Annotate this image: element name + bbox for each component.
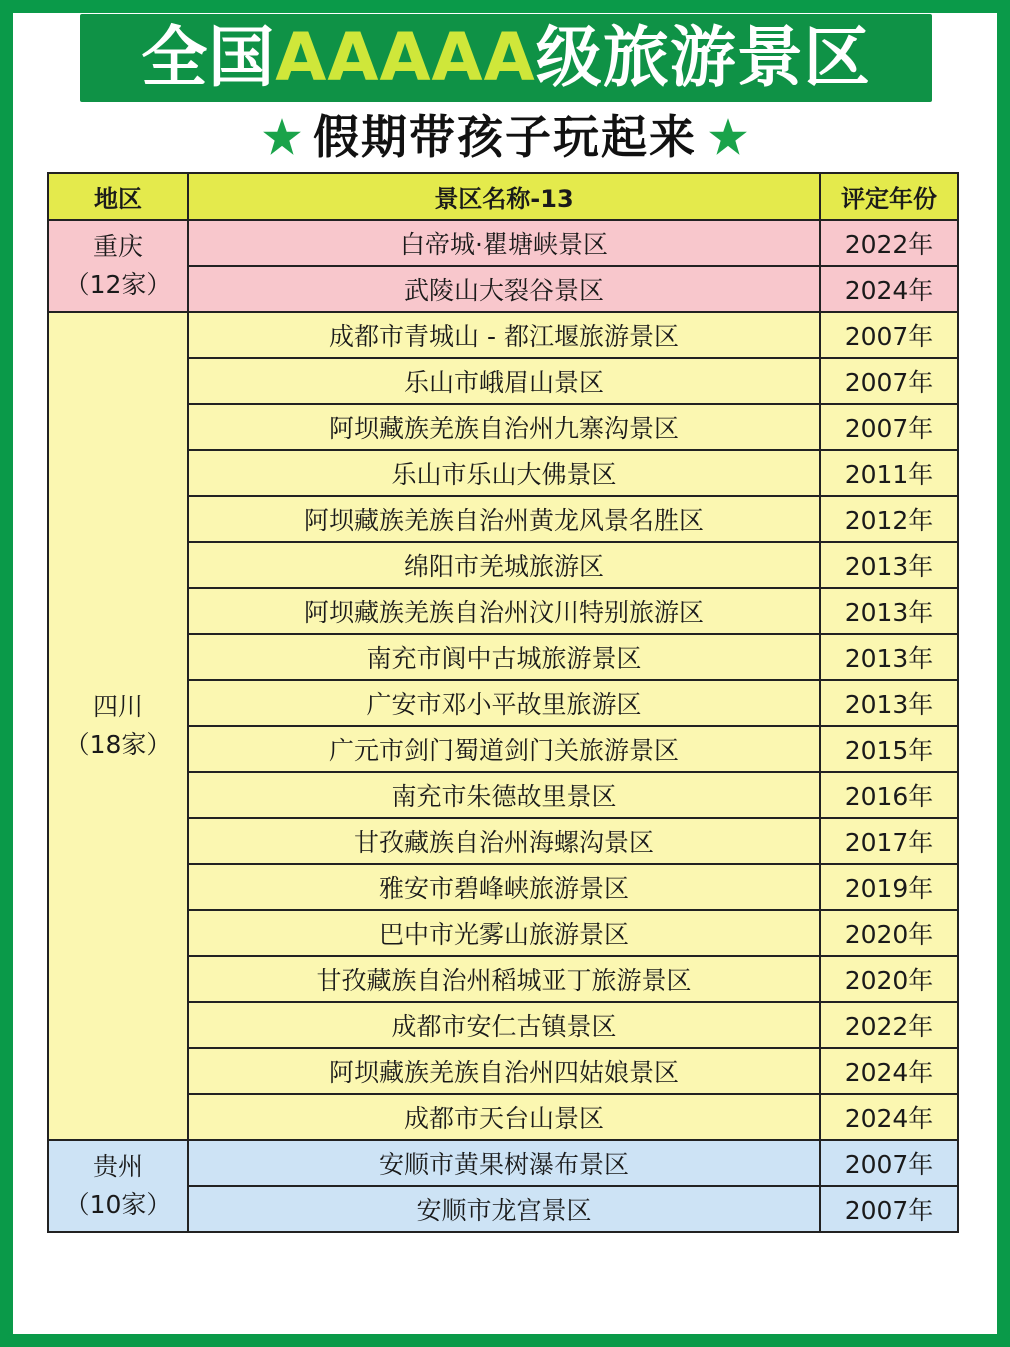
rating-year-cell: 2007年 — [820, 1186, 958, 1232]
scenic-name-cell: 巴中市光雾山旅游景区 — [188, 910, 820, 956]
scenic-name-cell: 南充市阆中古城旅游景区 — [188, 634, 820, 680]
scenic-name-cell: 甘孜藏族自治州海螺沟景区 — [188, 818, 820, 864]
table-header-row — [48, 173, 958, 220]
rating-year-cell: 2020年 — [820, 956, 958, 1002]
scenic-area-table — [47, 172, 959, 1233]
table-row — [48, 1140, 958, 1186]
scenic-name-cell: 白帝城·瞿塘峡景区 — [188, 220, 820, 266]
rating-year-cell: 2007年 — [820, 312, 958, 358]
region-name: 四川 — [92, 692, 143, 721]
region-cell — [48, 220, 188, 312]
scenic-name-cell: 阿坝藏族羌族自治州汶川特别旅游区 — [188, 588, 820, 634]
scenic-name-cell: 阿坝藏族羌族自治州九寨沟景区 — [188, 404, 820, 450]
scenic-name-cell: 雅安市碧峰峡旅游景区 — [188, 864, 820, 910]
scenic-name-cell: 成都市安仁古镇景区 — [188, 1002, 820, 1048]
subtitle-row — [0, 106, 1010, 168]
region-cell — [48, 312, 188, 1140]
rating-year-cell: 2022年 — [820, 1002, 958, 1048]
rating-year-cell: 2012年 — [820, 496, 958, 542]
rating-year-cell: 2013年 — [820, 542, 958, 588]
region-count: （10家） — [64, 1190, 172, 1219]
page-title — [141, 19, 871, 96]
rating-year-cell: 2024年 — [820, 1048, 958, 1094]
header-name: 景区名称-13 — [188, 173, 820, 220]
scenic-name-cell: 绵阳市羌城旅游区 — [188, 542, 820, 588]
rating-year-cell: 2019年 — [820, 864, 958, 910]
table-row — [48, 220, 958, 266]
region-count: （12家） — [64, 270, 172, 299]
scenic-name-cell: 甘孜藏族自治州稻城亚丁旅游景区 — [188, 956, 820, 1002]
table-row — [48, 312, 958, 358]
scenic-name-cell: 成都市青城山 - 都江堰旅游景区 — [188, 312, 820, 358]
rating-year-cell: 2013年 — [820, 588, 958, 634]
rating-year-cell: 2007年 — [820, 358, 958, 404]
scenic-name-cell: 乐山市峨眉山景区 — [188, 358, 820, 404]
rating-year-cell: 2015年 — [820, 726, 958, 772]
region-count: （18家） — [64, 730, 172, 759]
region-name: 贵州 — [92, 1152, 143, 1181]
title-prefix: 全国 — [141, 19, 276, 96]
title-highlight: AAAAA — [275, 19, 536, 96]
scenic-name-cell: 阿坝藏族羌族自治州黄龙风景名胜区 — [188, 496, 820, 542]
scenic-name-cell: 乐山市乐山大佛景区 — [188, 450, 820, 496]
rating-year-cell: 2013年 — [820, 680, 958, 726]
rating-year-cell: 2017年 — [820, 818, 958, 864]
scenic-name-cell: 阿坝藏族羌族自治州四姑娘景区 — [188, 1048, 820, 1094]
subtitle: 假期带孩子玩起来 — [313, 110, 697, 164]
rating-year-cell: 2024年 — [820, 266, 958, 312]
header-region: 地区 — [48, 173, 188, 220]
star-icon — [707, 116, 749, 158]
region-cell — [48, 1140, 188, 1232]
rating-year-cell: 2011年 — [820, 450, 958, 496]
title-banner — [80, 14, 932, 102]
scenic-name-cell: 广元市剑门蜀道剑门关旅游景区 — [188, 726, 820, 772]
rating-year-cell: 2022年 — [820, 220, 958, 266]
rating-year-cell: 2024年 — [820, 1094, 958, 1140]
rating-year-cell: 2013年 — [820, 634, 958, 680]
scenic-name-cell: 成都市天台山景区 — [188, 1094, 820, 1140]
scenic-name-cell: 武陵山大裂谷景区 — [188, 266, 820, 312]
scenic-name-cell: 南充市朱德故里景区 — [188, 772, 820, 818]
scenic-name-cell: 安顺市黄果树瀑布景区 — [188, 1140, 820, 1186]
rating-year-cell: 2016年 — [820, 772, 958, 818]
star-icon — [261, 116, 303, 158]
header-year: 评定年份 — [820, 173, 958, 220]
title-suffix: 级旅游景区 — [535, 19, 871, 96]
scenic-name-cell: 安顺市龙宫景区 — [188, 1186, 820, 1232]
rating-year-cell: 2007年 — [820, 1140, 958, 1186]
rating-year-cell: 2020年 — [820, 910, 958, 956]
region-name: 重庆 — [92, 232, 143, 261]
scenic-name-cell: 广安市邓小平故里旅游区 — [188, 680, 820, 726]
rating-year-cell: 2007年 — [820, 404, 958, 450]
